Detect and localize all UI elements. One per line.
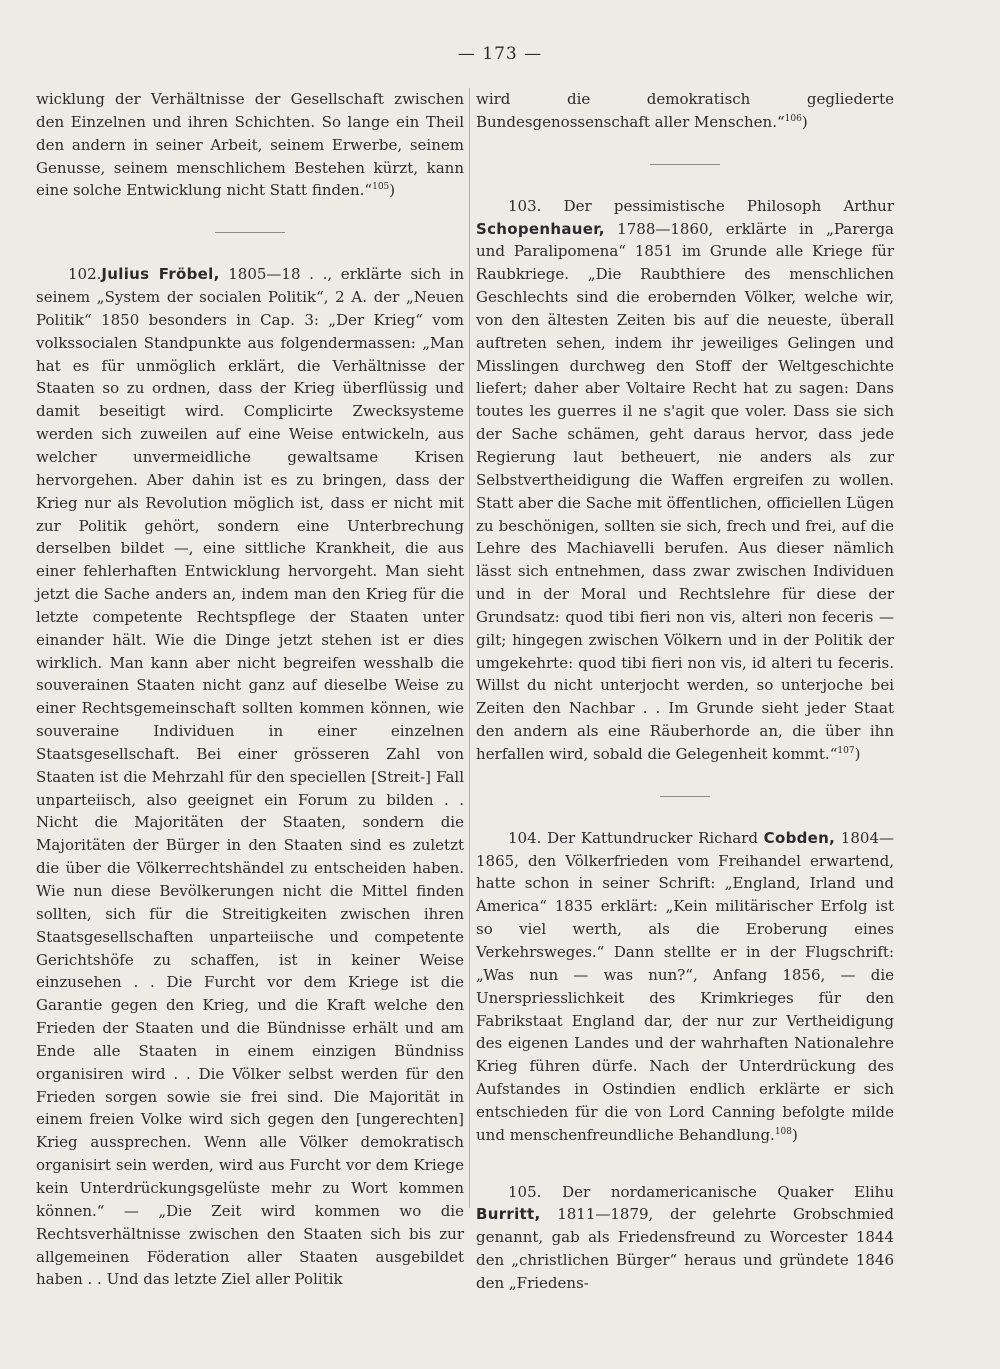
section-105 — [476, 1181, 894, 1295]
author-name: Julius Fröbel, — [101, 265, 220, 284]
page-number: — 173 — — [457, 44, 543, 64]
section-separator — [215, 232, 285, 233]
section-text: 1788—1860, erklärte in „Parerga und Paralipomena“ 1851 im Grunde alle Kriege für Raubkriege. „Die Raubthiere des menschlichen Geschlechts sind die erobernden Völker, welche wir, von den ältesten Zeiten bis auf die neueste, überall auftreten sehen, indem ihr jeweiliges Gelingen und Misslingen durchweg den Stoff der Weltgeschichte liefert; daher aber Voltaire Recht hat zu sagen: Dans toutes les guerres il ne s'agit que voler. Dass sie sich der Sache schämen, geht daraus hervor, dass jede Regierung laut betheuert, nie anders als zur Selbstvertheidigung die Waffen ergreifen zu wollen. Statt aber die Sache mit öffentlichen, officiellen Lügen zu beschönigen, sollten sie sich, frech und frei, auf die Lehre des Machiavelli berufen. Aus dieser nämlich lässt sich entnehmen, dass zwar zwischen Individuen und in der Moral und Rechtslehre für diese der Grundsatz: quod tibi fieri non vis, alteri non feceris — gilt; hingegen zwischen Völkern und in der Politik der umgekehrte: quod tibi fieri non vis, id alteri tu feceris. Willst du nicht unterjocht werden, so unterjoche bei Zeiten den Nachbar . . Im Grunde sieht jeder Staat den andern als eine Räuberhorde an, die über ihn herfallen wird, sobald die Gelegenheit kommt.“ — [476, 219, 894, 763]
footnote-close: ) — [389, 181, 396, 200]
footnote-ref: 107 — [837, 745, 855, 756]
footnote-close: ) — [792, 1125, 798, 1144]
author-name: Cobden, — [763, 828, 836, 847]
paragraph-text: wicklung der Verhältnisse der Gesellschaft zwischen den Einzelnen und ihren Schichten. So lange ein Theil den andern in seiner Arbeit, seinem Erwerbe, seinem Genusse, seinem menschlichem Bestehen kürzt, kann eine solche Entwicklung nicht Statt finden.“ — [36, 90, 464, 200]
section-number: 104. — [508, 828, 542, 847]
section-intro: Der Kattundrucker Richard — [541, 828, 764, 847]
footnote-close: ) — [854, 744, 861, 763]
footnote-ref: 105 — [372, 182, 390, 193]
section-intro: Der nordamericanische Quaker Elihu — [541, 1182, 894, 1201]
footnote-close: ) — [801, 112, 808, 131]
section-text: 1811—1879, der gelehrte Grobschmied genannt, gab als Friedensfreund zu Worcester 1844 den „christlichen Bürger“ heraus und gründete 1846 den „Friedens- — [476, 1205, 894, 1292]
section-separator — [660, 796, 710, 797]
author-name: Burritt, — [476, 1205, 541, 1224]
author-name: Schopenhauer, — [476, 219, 605, 238]
section-number: 103. — [508, 196, 542, 215]
section-number: 102. — [68, 265, 102, 284]
left-column — [36, 88, 464, 1291]
section-102 — [36, 263, 464, 1291]
section-text: 1804—1865, den Völkerfrieden vom Freihandel erwartend, hatte schon in seiner Schrift: „England, Irland und America“ 1835 erklärt: „Kein militärischer Erfolg ist so viel werth, als die Eroberung eines Verkehrsweges.“ Dann stellte er in der Flugschrift: „Was nun — was nun?“, Anfang 1856, — die Unerspriesslichkeit des Krimkrieges für den Fabrikstaat England dar, der nur zur Vertheidigung des eigenen Landes und der wahrhaften Nationalehre Krieg führen dürfe. Nach der Unterdrückung des Aufstandes in Ostindien endlich erklärte er sich entschieden für die von Lord Canning befolgte milde und menschenfreundliche Behandlung. — [476, 828, 894, 1144]
section-103 — [476, 195, 894, 766]
section-number: 105. — [508, 1182, 542, 1201]
column-divider — [469, 88, 470, 1208]
paragraph-continuation — [36, 88, 464, 202]
footnote-ref: 106 — [784, 113, 802, 124]
footnote-ref: 108 — [774, 1126, 793, 1137]
section-text: 1805—18 . ., erklärte sich in seinem „System der socialen Politik“, 2 A. der „Neuen Politik“ 1850 besonders in Cap. 3: „Der Krieg“ vom volkssocialen Standpunkte aus folgendermassen: „Man hat es für unmöglich erklärt, die Verhältnisse der Staaten so zu ordnen, dass der Krieg überflüssig und damit beseitigt wird. Complicirte Zwecksysteme werden sich zuweilen auf eine Weise entwickeln, aus welcher unvermeidliche gewaltsame Krisen hervorgehen. Aber dahin ist es zu bringen, dass der Krieg nur als Revolution möglich ist, dass er nicht mit zur Politik gehört, sondern eine Unterbrechung derselben bildet —, eine sittliche Krankheit, die aus einer fehlerhaften Entwicklung hervorgeht. Man sieht jetzt die Sache anders an, indem man den Krieg für die letzte competente Rechtspflege der Staaten unter einander hält. Wie die Dinge jetzt stehen ist er dies wirklich. Man kann aber nicht begreifen wesshalb die souverainen Staaten nicht ganz auf dieselbe Weise zu einer Rechtsgemeinschaft sollten kommen können, wie souveraine Individuen in einer einzelnen Staatsgesellschaft. Bei einer grösseren Zahl von Staaten ist die Mehrzahl für den speciellen [Streit-] Fall unparteiisch, also geeignet ein Forum zu bilden . . Nicht die Majoritäten der Staaten, sondern die Majoritäten der Bürger in den Staaten sind es zuletzt die über die Völkerrechtshändel zu entscheiden haben. Wie nun diese Bevölkerungen nicht die Mittel finden sollten, sich für die Streitigkeiten zwischen ihren Staatsgesellschaften unparteiische und competente Gerichtshöfe zu schaffen, ist in keiner Weise einzusehen . . Die Furcht vor dem Kriege ist die Garantie gegen den Krieg, und die Kraft welche den Frieden der Staaten und die Bündnisse erhält und am Ende alle Staaten in einem einzigen Bündniss organisiren wird . . Die Völker selbst werden für den Frieden sorgen sowie sie frei sind. Die Majorität in einem freien Volke wird sich gegen den [ungerechten] Krieg aussprechen. Wenn alle Völker demokratisch organisirt sein werden, wird aus Furcht vor dem Kriege kein Unterdrückungsgelüste mehr zu Wort kommen können.“ — „Die Zeit wird kommen wo die Rechtsverhältnisse zwischen den Staaten sich bis zur allgemeinen Föderation aller Staaten ausgebildet haben . . Und das letzte Ziel aller Politik — [36, 265, 465, 1289]
right-column — [476, 88, 894, 1295]
paragraph-text: wird die demokratisch gegliederte Bundesgenossenschaft aller Menschen.“ — [476, 90, 894, 131]
paragraph-continuation — [476, 88, 894, 134]
section-intro: Der pessimistische Philosoph Arthur — [541, 196, 894, 215]
section-gap — [476, 1147, 894, 1181]
section-104 — [476, 827, 894, 1147]
section-separator — [650, 164, 720, 165]
